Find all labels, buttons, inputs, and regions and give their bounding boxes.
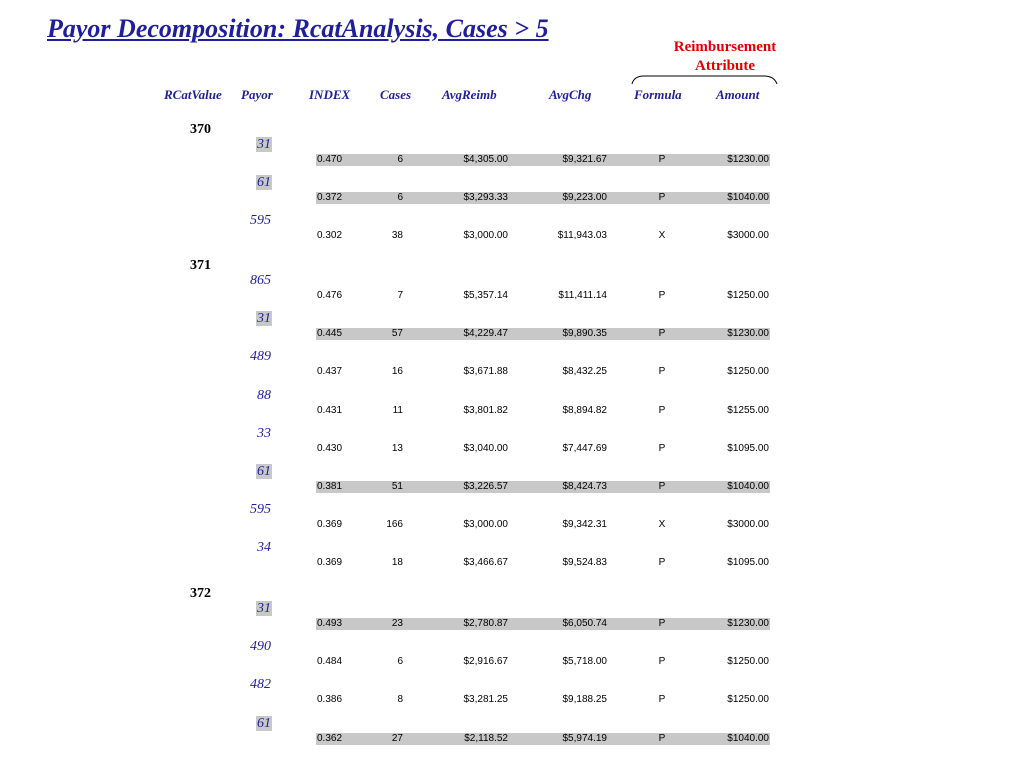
cell-avgchg: $5,718.00 [562,656,607,667]
payor-id: 61 [257,716,271,731]
table-row [316,443,770,455]
cell-avgreimb: $3,293.33 [463,192,508,203]
attribute-label-line2: Attribute [695,58,755,74]
cell-amount: $1250.00 [727,694,769,705]
cell-avgchg: $9,342.31 [562,519,607,530]
payor-id: 31 [257,601,271,616]
cell-index: 0.431 [317,405,343,416]
cell-formula: P [658,405,666,416]
cell-index: 0.381 [317,481,343,492]
page-title: Payor Decomposition: RcatAnalysis, Cases > 5 [47,14,549,43]
cell-avgchg: $5,974.19 [562,733,607,744]
cell-amount: $1250.00 [727,290,769,301]
cell-amount: $1040.00 [727,192,769,203]
cell-formula: P [658,366,666,377]
table-row [316,405,770,417]
cell-cases: 6 [397,192,403,203]
header-amount: Amount [716,87,760,102]
cell-avgchg: $7,447.69 [562,443,607,454]
cell-index: 0.372 [317,192,343,203]
payor-id: 34 [257,540,271,555]
cell-formula: P [658,694,666,705]
reimbursement-attribute-label [655,38,795,76]
cell-formula: P [658,733,666,744]
cell-amount: $1250.00 [727,656,769,667]
cell-formula: P [658,557,666,568]
cell-cases: 38 [391,230,403,241]
cell-amount: $1230.00 [727,328,769,339]
attribute-brace [630,72,780,86]
cell-index: 0.476 [317,290,343,301]
cell-index: 0.437 [317,366,343,377]
cell-avgreimb: $3,000.00 [463,519,508,530]
payor-id: 88 [257,388,271,403]
rcat-value: 372 [190,586,211,601]
table-row [316,733,770,745]
table-row [316,481,770,493]
cell-formula: X [658,230,666,241]
cell-formula: P [658,328,666,339]
cell-cases: 6 [397,656,403,667]
payor-id: 595 [250,213,271,228]
table-row [316,328,770,340]
cell-avgchg: $11,943.03 [557,230,607,241]
payor-id: 31 [257,137,271,152]
cell-cases: 51 [391,481,403,492]
table-row [316,557,770,569]
cell-formula: P [658,192,666,203]
table-row [316,618,770,630]
header-avgchg: AvgChg [549,87,592,102]
rcat-value: 371 [190,258,211,273]
header-rcatvalue: RCatValue [164,87,222,102]
payor-id: 61 [257,464,271,479]
cell-cases: 6 [397,154,403,165]
cell-avgreimb: $4,305.00 [463,154,508,165]
payor-id: 33 [257,426,271,441]
rcat-value: 370 [190,122,211,137]
cell-cases: 11 [392,405,403,416]
cell-avgreimb: $2,780.87 [463,618,508,629]
cell-formula: P [658,481,666,492]
cell-avgchg: $8,894.82 [562,405,607,416]
payor-id: 489 [250,349,271,364]
cell-formula: X [658,519,666,530]
table-row [316,290,770,302]
cell-index: 0.430 [317,443,343,454]
cell-avgreimb: $3,671.88 [463,366,508,377]
cell-formula: P [658,154,666,165]
payor-id: 31 [257,311,271,326]
cell-index: 0.470 [317,154,343,165]
cell-avgreimb: $3,801.82 [463,405,508,416]
header-payor: Payor [241,87,273,102]
cell-cases: 23 [391,618,403,629]
cell-amount: $1040.00 [727,733,769,744]
cell-cases: 7 [397,290,403,301]
cell-amount: $1230.00 [727,618,769,629]
cell-cases: 18 [391,557,403,568]
cell-formula: P [658,656,666,667]
cell-formula: P [658,290,666,301]
table-row [316,230,770,242]
cell-cases: 13 [391,443,403,454]
attribute-label-line1: Reimbursement [673,39,777,55]
cell-avgreimb: $2,118.52 [464,733,508,744]
header-avgreimb: AvgReimb [442,87,497,102]
cell-amount: $1040.00 [727,481,769,492]
cell-formula: P [658,618,666,629]
cell-cases: 166 [386,519,403,530]
cell-avgchg: $6,050.74 [562,618,607,629]
cell-index: 0.484 [317,656,343,667]
cell-amount: $1095.00 [727,557,769,568]
table-row [316,656,770,668]
payor-id: 865 [250,273,271,288]
cell-avgreimb: $2,916.67 [463,656,508,667]
cell-index: 0.493 [317,618,343,629]
cell-avgchg: $9,321.67 [562,154,607,165]
cell-index: 0.445 [317,328,343,339]
table-row [316,694,770,706]
cell-index: 0.302 [317,230,343,241]
cell-avgchg: $9,890.35 [562,328,607,339]
cell-amount: $1230.00 [727,154,769,165]
cell-index: 0.386 [317,694,343,705]
cell-avgchg: $8,424.73 [562,481,607,492]
payor-id: 61 [257,175,271,190]
payor-id: 482 [250,677,271,692]
payor-id: 595 [250,502,271,517]
cell-avgreimb: $3,000.00 [463,230,508,241]
cell-amount: $3000.00 [727,519,769,530]
table-row [316,366,770,378]
cell-avgchg: $9,524.83 [562,557,607,568]
cell-avgchg: $9,188.25 [562,694,607,705]
header-index: INDEX [309,87,351,102]
cell-cases: 8 [397,694,403,705]
payor-id: 490 [250,639,271,654]
cell-amount: $1095.00 [727,443,769,454]
cell-formula: P [658,443,666,454]
cell-avgreimb: $3,040.00 [463,443,508,454]
cell-cases: 16 [391,366,403,377]
table-row [316,192,770,204]
cell-avgreimb: $5,357.14 [463,290,508,301]
cell-index: 0.362 [317,733,343,744]
cell-avgreimb: $3,281.25 [463,694,508,705]
table-row [316,519,770,531]
header-formula: Formula [634,87,682,102]
cell-avgchg: $8,432.25 [562,366,607,377]
cell-amount: $1250.00 [727,366,769,377]
cell-avgreimb: $3,226.57 [463,481,508,492]
cell-index: 0.369 [317,557,343,568]
cell-cases: 57 [391,328,403,339]
cell-avgchg: $9,223.00 [562,192,607,203]
cell-avgchg: $11,411.14 [558,290,607,301]
cell-avgreimb: $3,466.67 [463,557,508,568]
table-row [316,154,770,166]
header-cases: Cases [380,87,412,102]
cell-avgreimb: $4,229.47 [463,328,508,339]
cell-cases: 27 [391,733,403,744]
cell-index: 0.369 [317,519,343,530]
cell-amount: $3000.00 [727,230,769,241]
cell-amount: $1255.00 [727,405,769,416]
